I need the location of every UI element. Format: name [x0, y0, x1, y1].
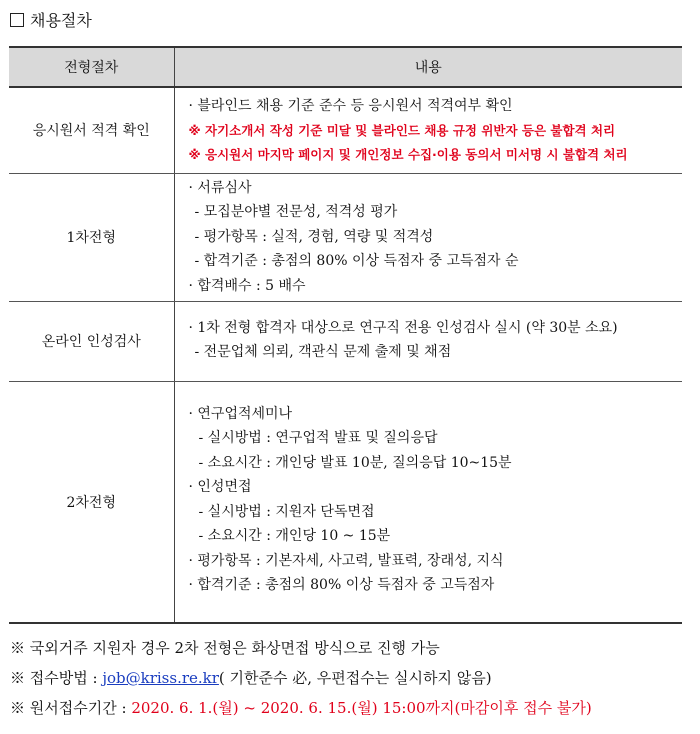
content-line: - 모집분야별 전문성, 적격성 평가: [194, 204, 398, 220]
content-line: · 블라인드 채용 기준 준수 등 응시원서 적격여부 확인: [188, 98, 513, 114]
table-row: [9, 301, 682, 381]
table-row: [9, 173, 682, 301]
header-content: 내용: [174, 47, 682, 87]
content-line: - 소요시간 : 개인당 발표 10분, 질의응답 10~15분: [198, 454, 512, 471]
note-application-period: [10, 693, 592, 723]
table-row: [9, 381, 682, 623]
content-line: - 실시방법 : 지원자 단독면접: [198, 503, 375, 520]
stage-cell: 응시원서 적격 확인: [9, 87, 174, 173]
warning-line: ※ 응시원서 마지막 페이지 및 개인정보 수집·이용 동의서 미서명 시 불합격 처리: [188, 147, 628, 162]
period-value: 2020. 6. 1.(월) ~ 2020. 6. 15.(월) 15:00까지(마감이후 접수 불가): [131, 699, 592, 717]
content-line: · 합격기준 : 총점의 80% 이상 득점자 중 고득점자: [188, 577, 495, 593]
content-cell: [174, 173, 682, 301]
content-line: - 평가항목 : 실적, 경험, 역량 및 적격성: [194, 228, 434, 245]
table-row: [9, 87, 682, 173]
email-link[interactable]: job@kriss.re.kr: [102, 669, 219, 687]
content-line: · 1차 전형 합격자 대상으로 연구직 전용 인성검사 실시 (약 30분 소요): [188, 319, 618, 336]
content-line: - 전문업체 의뢰, 객관식 문제 출제 및 채점: [194, 344, 452, 360]
content-line: · 연구업적세미나: [188, 405, 293, 422]
warning-line: ※ 자기소개서 작성 기준 미달 및 블라인드 채용 규정 위반자 등은 불합격 처리: [188, 122, 616, 138]
content-line: · 평가항목 : 기본자세, 사고력, 발표력, 장래성, 지식: [188, 552, 504, 569]
content-cell: [174, 381, 682, 623]
content-line: · 인성면접: [188, 479, 252, 495]
method-detail: ( 기한준수 必, 우편접수는 실시하지 않음): [218, 669, 492, 687]
content-line: - 실시방법 : 연구업적 발표 및 질의응답: [198, 430, 438, 446]
checkbox-square-icon: [10, 13, 24, 27]
period-label: ※ 원서접수기간 :: [10, 699, 132, 717]
content-cell: [174, 87, 682, 173]
stage-cell: 2차전형: [9, 381, 174, 623]
note-overseas: ※ 국외거주 지원자 경우 2차 전형은 화상면접 방식으로 진행 가능: [10, 639, 440, 657]
stage-cell: 1차전형: [9, 173, 174, 301]
recruitment-procedure-table: [9, 46, 682, 624]
stage-cell: 온라인 인성검사: [9, 301, 174, 381]
content-line: - 소요시간 : 개인당 10 ~ 15분: [198, 528, 391, 544]
notes: [10, 633, 592, 723]
method-label: ※ 접수방법 :: [10, 669, 103, 687]
content-line: - 합격기준 : 총점의 80% 이상 득점자 중 고득점자 순: [194, 253, 519, 269]
content-line: · 합격배수 : 5 배수: [188, 277, 306, 294]
content-cell: [174, 301, 682, 381]
content-line: · 서류심사: [188, 179, 252, 196]
table-header-row: [9, 47, 682, 87]
note-application-method: [10, 663, 592, 693]
header-stage: 전형절차: [9, 47, 174, 87]
section-heading: [10, 10, 92, 32]
section-heading-text: 채용절차: [30, 11, 92, 30]
